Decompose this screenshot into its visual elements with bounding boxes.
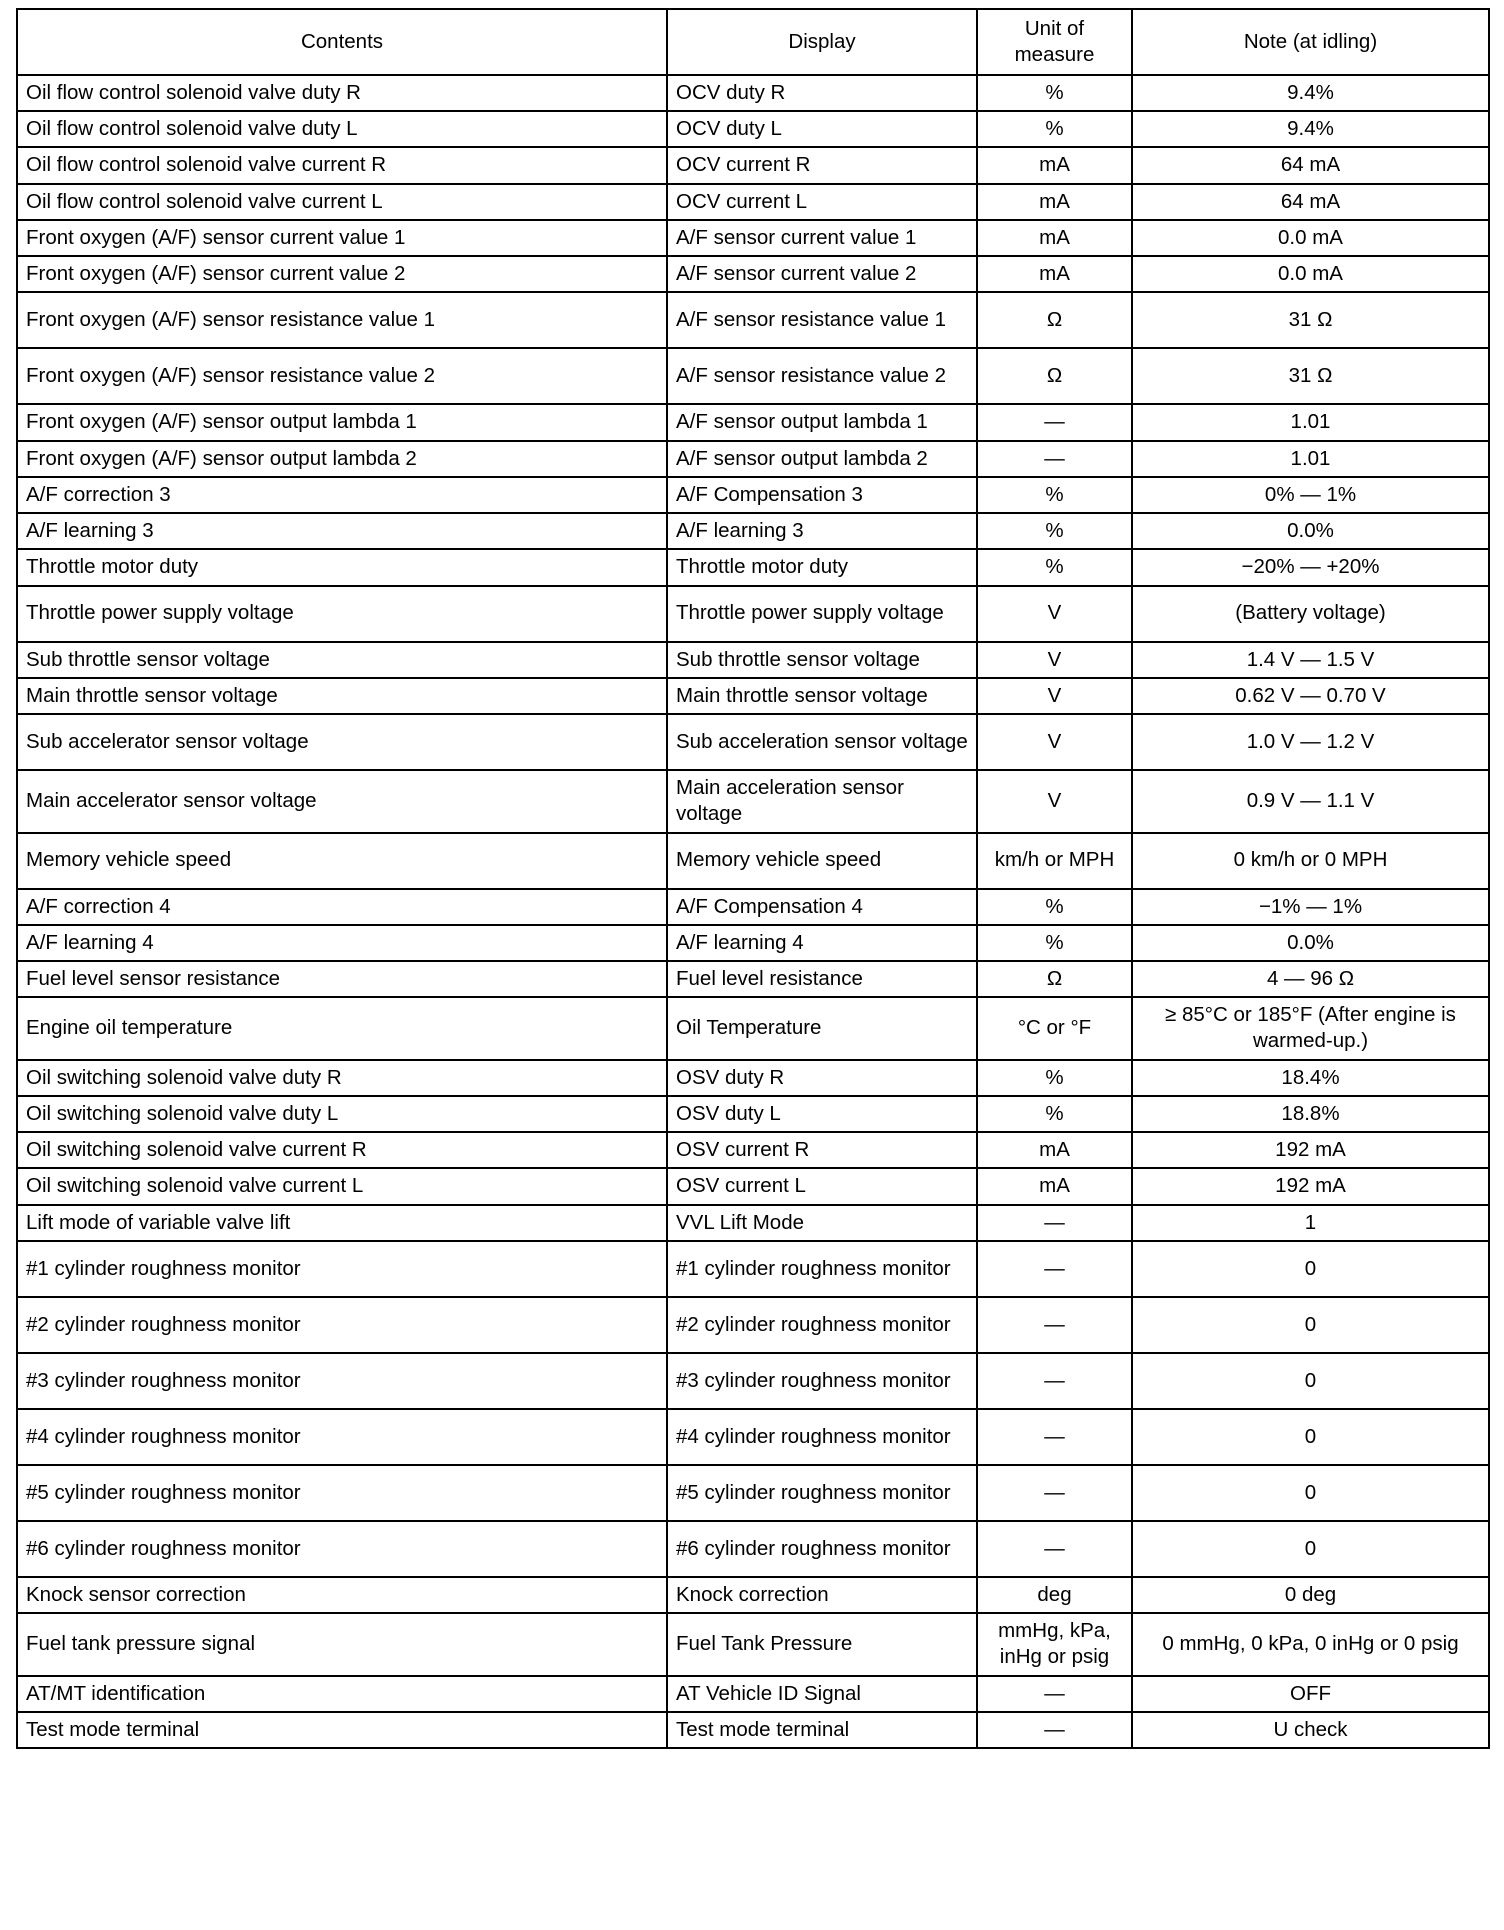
cell-unit: mmHg, kPa, inHg or psig <box>977 1613 1132 1675</box>
cell-note: 1.0 V — 1.2 V <box>1132 714 1489 770</box>
cell-display: Sub throttle sensor voltage <box>667 642 977 678</box>
cell-display: A/F sensor current value 2 <box>667 256 977 292</box>
cell-note: 0 <box>1132 1297 1489 1353</box>
table-row <box>17 586 1489 642</box>
cell-contents: Front oxygen (A/F) sensor output lambda 1 <box>17 404 667 440</box>
cell-display: OCV current L <box>667 184 977 220</box>
cell-unit: — <box>977 441 1132 477</box>
table-body <box>17 75 1489 1748</box>
cell-unit: — <box>977 1521 1132 1577</box>
cell-note: OFF <box>1132 1676 1489 1712</box>
table-row <box>17 184 1489 220</box>
cell-contents: Throttle motor duty <box>17 549 667 585</box>
table-row <box>17 678 1489 714</box>
table-row <box>17 220 1489 256</box>
cell-display: Main acceleration sensor voltage <box>667 770 977 832</box>
cell-contents: #3 cylinder roughness monitor <box>17 1353 667 1409</box>
cell-display: OCV duty L <box>667 111 977 147</box>
cell-note: 64 mA <box>1132 147 1489 183</box>
cell-contents: Sub accelerator sensor voltage <box>17 714 667 770</box>
cell-contents: Oil flow control solenoid valve duty L <box>17 111 667 147</box>
cell-note: 0.0% <box>1132 925 1489 961</box>
cell-display: OSV duty R <box>667 1060 977 1096</box>
cell-display: #2 cylinder roughness monitor <box>667 1297 977 1353</box>
cell-unit: — <box>977 1205 1132 1241</box>
cell-note: 1.01 <box>1132 404 1489 440</box>
cell-display: OSV current R <box>667 1132 977 1168</box>
cell-contents: A/F correction 3 <box>17 477 667 513</box>
cell-note: 0 <box>1132 1465 1489 1521</box>
cell-display: Knock correction <box>667 1577 977 1613</box>
cell-unit: deg <box>977 1577 1132 1613</box>
cell-contents: Main accelerator sensor voltage <box>17 770 667 832</box>
cell-unit: Ω <box>977 348 1132 404</box>
cell-contents: Test mode terminal <box>17 1712 667 1748</box>
cell-note: U check <box>1132 1712 1489 1748</box>
cell-note: −1% — 1% <box>1132 889 1489 925</box>
cell-contents: Oil flow control solenoid valve current L <box>17 184 667 220</box>
cell-unit: % <box>977 477 1132 513</box>
table-row <box>17 770 1489 832</box>
column-header-unit: Unit of measure <box>977 9 1132 75</box>
cell-note: 1.4 V — 1.5 V <box>1132 642 1489 678</box>
column-header-contents: Contents <box>17 9 667 75</box>
cell-unit: % <box>977 75 1132 111</box>
cell-unit: V <box>977 770 1132 832</box>
cell-display: OSV duty L <box>667 1096 977 1132</box>
cell-note: 192 mA <box>1132 1132 1489 1168</box>
cell-note: 0 <box>1132 1241 1489 1297</box>
cell-contents: Throttle power supply voltage <box>17 586 667 642</box>
cell-unit: mA <box>977 184 1132 220</box>
cell-display: #4 cylinder roughness monitor <box>667 1409 977 1465</box>
cell-unit: — <box>977 1353 1132 1409</box>
cell-contents: Oil switching solenoid valve current R <box>17 1132 667 1168</box>
cell-note: 0.0 mA <box>1132 220 1489 256</box>
table-row <box>17 1465 1489 1521</box>
cell-contents: Fuel tank pressure signal <box>17 1613 667 1675</box>
cell-note: 9.4% <box>1132 75 1489 111</box>
cell-unit: mA <box>977 147 1132 183</box>
cell-contents: Sub throttle sensor voltage <box>17 642 667 678</box>
cell-contents: #1 cylinder roughness monitor <box>17 1241 667 1297</box>
cell-contents: Main throttle sensor voltage <box>17 678 667 714</box>
cell-display: #5 cylinder roughness monitor <box>667 1465 977 1521</box>
cell-unit: V <box>977 586 1132 642</box>
cell-note: 0 <box>1132 1353 1489 1409</box>
cell-display: Sub acceleration sensor voltage <box>667 714 977 770</box>
cell-note: 1 <box>1132 1205 1489 1241</box>
table-row <box>17 513 1489 549</box>
table-row <box>17 1521 1489 1577</box>
cell-display: #1 cylinder roughness monitor <box>667 1241 977 1297</box>
cell-contents: #5 cylinder roughness monitor <box>17 1465 667 1521</box>
cell-contents: A/F learning 3 <box>17 513 667 549</box>
table-row <box>17 549 1489 585</box>
cell-unit: Ω <box>977 961 1132 997</box>
cell-unit: — <box>977 404 1132 440</box>
table-row <box>17 111 1489 147</box>
cell-unit: Ω <box>977 292 1132 348</box>
cell-note: 0% — 1% <box>1132 477 1489 513</box>
cell-display: AT Vehicle ID Signal <box>667 1676 977 1712</box>
cell-unit: V <box>977 714 1132 770</box>
cell-note: 0.0 mA <box>1132 256 1489 292</box>
cell-note: 0 deg <box>1132 1577 1489 1613</box>
cell-unit: — <box>977 1712 1132 1748</box>
cell-display: A/F sensor resistance value 2 <box>667 348 977 404</box>
cell-display: Throttle power supply voltage <box>667 586 977 642</box>
cell-display: Test mode terminal <box>667 1712 977 1748</box>
cell-note: 0 mmHg, 0 kPa, 0 inHg or 0 psig <box>1132 1613 1489 1675</box>
cell-contents: #2 cylinder roughness monitor <box>17 1297 667 1353</box>
table-row <box>17 1613 1489 1675</box>
cell-contents: #4 cylinder roughness monitor <box>17 1409 667 1465</box>
cell-contents: Lift mode of variable valve lift <box>17 1205 667 1241</box>
table-row <box>17 1132 1489 1168</box>
cell-display: #3 cylinder roughness monitor <box>667 1353 977 1409</box>
cell-note: 4 — 96 Ω <box>1132 961 1489 997</box>
cell-contents: Engine oil temperature <box>17 997 667 1059</box>
table-row <box>17 1205 1489 1241</box>
cell-contents: Front oxygen (A/F) sensor output lambda 2 <box>17 441 667 477</box>
table-row <box>17 441 1489 477</box>
table-row <box>17 1060 1489 1096</box>
table-row <box>17 292 1489 348</box>
table-row <box>17 147 1489 183</box>
table-row <box>17 1676 1489 1712</box>
cell-note: (Battery voltage) <box>1132 586 1489 642</box>
cell-contents: A/F learning 4 <box>17 925 667 961</box>
table-row <box>17 1168 1489 1204</box>
cell-contents: Front oxygen (A/F) sensor resistance value 1 <box>17 292 667 348</box>
cell-contents: Oil switching solenoid valve duty L <box>17 1096 667 1132</box>
cell-display: A/F learning 4 <box>667 925 977 961</box>
table-row <box>17 75 1489 111</box>
cell-display: A/F Compensation 3 <box>667 477 977 513</box>
cell-display: #6 cylinder roughness monitor <box>667 1521 977 1577</box>
cell-contents: #6 cylinder roughness monitor <box>17 1521 667 1577</box>
cell-note: 192 mA <box>1132 1168 1489 1204</box>
cell-note: 31 Ω <box>1132 348 1489 404</box>
cell-display: Oil Temperature <box>667 997 977 1059</box>
cell-unit: mA <box>977 1168 1132 1204</box>
cell-display: A/F sensor resistance value 1 <box>667 292 977 348</box>
table-row <box>17 925 1489 961</box>
cell-note: 0.62 V — 0.70 V <box>1132 678 1489 714</box>
cell-display: A/F learning 3 <box>667 513 977 549</box>
table-row <box>17 1712 1489 1748</box>
cell-unit: mA <box>977 220 1132 256</box>
cell-unit: km/h or MPH <box>977 833 1132 889</box>
table-row <box>17 642 1489 678</box>
table-row <box>17 714 1489 770</box>
cell-note: 0.0% <box>1132 513 1489 549</box>
cell-display: Throttle motor duty <box>667 549 977 585</box>
table-row <box>17 961 1489 997</box>
cell-contents: Oil switching solenoid valve duty R <box>17 1060 667 1096</box>
cell-contents: AT/MT identification <box>17 1676 667 1712</box>
cell-display: A/F Compensation 4 <box>667 889 977 925</box>
cell-contents: Front oxygen (A/F) sensor resistance value 2 <box>17 348 667 404</box>
cell-unit: °C or °F <box>977 997 1132 1059</box>
cell-unit: % <box>977 513 1132 549</box>
column-header-note: Note (at idling) <box>1132 9 1489 75</box>
cell-note: 0 <box>1132 1521 1489 1577</box>
cell-display: Fuel level resistance <box>667 961 977 997</box>
cell-display: VVL Lift Mode <box>667 1205 977 1241</box>
cell-display: OCV duty R <box>667 75 977 111</box>
table-row <box>17 889 1489 925</box>
cell-unit: % <box>977 889 1132 925</box>
table-row <box>17 1577 1489 1613</box>
cell-unit: — <box>977 1409 1132 1465</box>
cell-note: ≥ 85°C or 185°F (After engine is warmed-up.) <box>1132 997 1489 1059</box>
cell-contents: Oil switching solenoid valve current L <box>17 1168 667 1204</box>
cell-note: 31 Ω <box>1132 292 1489 348</box>
cell-display: OSV current L <box>667 1168 977 1204</box>
cell-display: A/F sensor current value 1 <box>667 220 977 256</box>
cell-unit: % <box>977 549 1132 585</box>
cell-display: OCV current R <box>667 147 977 183</box>
cell-contents: Front oxygen (A/F) sensor current value 1 <box>17 220 667 256</box>
cell-note: 0.9 V — 1.1 V <box>1132 770 1489 832</box>
table-row <box>17 256 1489 292</box>
cell-note: 1.01 <box>1132 441 1489 477</box>
cell-unit: % <box>977 925 1132 961</box>
cell-note: −20% — +20% <box>1132 549 1489 585</box>
cell-note: 18.4% <box>1132 1060 1489 1096</box>
cell-note: 18.8% <box>1132 1096 1489 1132</box>
cell-contents: Front oxygen (A/F) sensor current value 2 <box>17 256 667 292</box>
table-row <box>17 1241 1489 1297</box>
cell-contents: Oil flow control solenoid valve duty R <box>17 75 667 111</box>
cell-note: 9.4% <box>1132 111 1489 147</box>
table-row <box>17 1353 1489 1409</box>
cell-display: A/F sensor output lambda 2 <box>667 441 977 477</box>
cell-unit: % <box>977 1096 1132 1132</box>
cell-unit: mA <box>977 256 1132 292</box>
cell-unit: — <box>977 1465 1132 1521</box>
table-row <box>17 477 1489 513</box>
cell-display: Memory vehicle speed <box>667 833 977 889</box>
cell-unit: V <box>977 678 1132 714</box>
cell-unit: — <box>977 1241 1132 1297</box>
table-row <box>17 1096 1489 1132</box>
cell-unit: V <box>977 642 1132 678</box>
cell-note: 0 <box>1132 1409 1489 1465</box>
cell-contents: Oil flow control solenoid valve current R <box>17 147 667 183</box>
cell-contents: Fuel level sensor resistance <box>17 961 667 997</box>
cell-unit: mA <box>977 1132 1132 1168</box>
cell-note: 64 mA <box>1132 184 1489 220</box>
table-row <box>17 348 1489 404</box>
cell-unit: — <box>977 1297 1132 1353</box>
table-header-row <box>17 9 1489 75</box>
cell-display: Main throttle sensor voltage <box>667 678 977 714</box>
cell-contents: Knock sensor correction <box>17 1577 667 1613</box>
cell-unit: % <box>977 111 1132 147</box>
column-header-display: Display <box>667 9 977 75</box>
live-data-table <box>16 8 1490 1749</box>
cell-display: A/F sensor output lambda 1 <box>667 404 977 440</box>
cell-contents: A/F correction 4 <box>17 889 667 925</box>
table-row <box>17 833 1489 889</box>
table-row <box>17 404 1489 440</box>
cell-unit: — <box>977 1676 1132 1712</box>
cell-note: 0 km/h or 0 MPH <box>1132 833 1489 889</box>
table-row <box>17 1409 1489 1465</box>
cell-contents: Memory vehicle speed <box>17 833 667 889</box>
cell-unit: % <box>977 1060 1132 1096</box>
cell-display: Fuel Tank Pressure <box>667 1613 977 1675</box>
table-row <box>17 1297 1489 1353</box>
table-row <box>17 997 1489 1059</box>
